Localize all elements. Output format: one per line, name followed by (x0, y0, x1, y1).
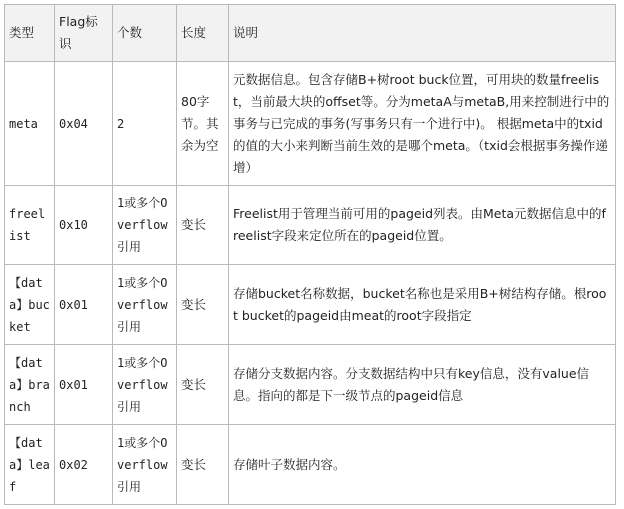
cell-flag: 0x01 (55, 345, 113, 425)
cell-count: 1或多个Overflow引用 (113, 186, 177, 265)
header-count: 个数 (113, 5, 177, 62)
table-row (5, 265, 616, 345)
cell-description: 存储bucket名称数据，bucket名称也是采用B+树结构存储。根root bucket的pageid由meat的root字段指定 (229, 265, 616, 345)
cell-length: 变长 (177, 186, 229, 265)
header-flag: Flag标识 (55, 5, 113, 62)
cell-type: 【data】leaf (5, 425, 55, 505)
cell-length: 变长 (177, 425, 229, 505)
cell-description: 元数据信息。包含存储B+树root buck位置，可用块的数量freelist，当前最大块的offset等。分为metaA与metaB,用来控制进行中的事务与已完成的事务(写事务只有一个进行中)。 根据meta中的txid的值的大小来判断当前生效的是哪个meta。（txid会根据事务操作递增） (229, 62, 616, 186)
cell-count: 1或多个Overflow引用 (113, 345, 177, 425)
cell-flag: 0x01 (55, 265, 113, 345)
cell-flag: 0x10 (55, 186, 113, 265)
cell-length: 80字节。其余为空 (177, 62, 229, 186)
header-row (5, 5, 616, 62)
cell-type: 【data】branch (5, 345, 55, 425)
header-type: 类型 (5, 5, 55, 62)
table-row (5, 425, 616, 505)
cell-type: 【data】bucket (5, 265, 55, 345)
cell-count: 2 (113, 62, 177, 186)
cell-count: 1或多个Overflow引用 (113, 265, 177, 345)
cell-flag: 0x02 (55, 425, 113, 505)
cell-count: 1或多个Overflow引用 (113, 425, 177, 505)
cell-description: 存储叶子数据内容。 (229, 425, 616, 505)
header-description: 说明 (229, 5, 616, 62)
table-row (5, 186, 616, 265)
cell-length: 变长 (177, 265, 229, 345)
table-row (5, 345, 616, 425)
cell-length: 变长 (177, 345, 229, 425)
cell-flag: 0x04 (55, 62, 113, 186)
page-types-table (4, 4, 616, 505)
cell-type: meta (5, 62, 55, 186)
table-row (5, 62, 616, 186)
cell-description: Freelist用于管理当前可用的pageid列表。由Meta元数据信息中的freelist字段来定位所在的pageid位置。 (229, 186, 616, 265)
header-length: 长度 (177, 5, 229, 62)
cell-description: 存储分支数据内容。分支数据结构中只有key信息，没有value信息。指向的都是下一级节点的pageid信息 (229, 345, 616, 425)
cell-type: freelist (5, 186, 55, 265)
